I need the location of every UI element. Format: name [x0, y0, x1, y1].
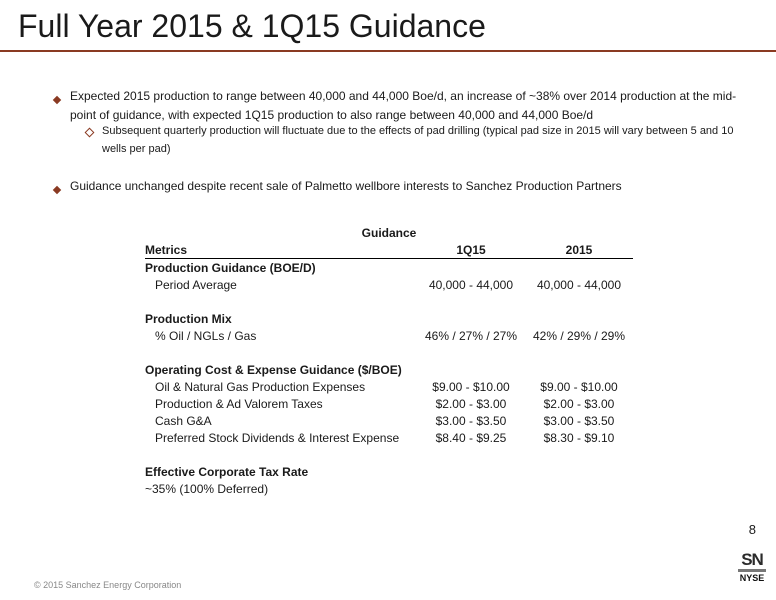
row-label: Period Average — [155, 277, 237, 292]
bullet-diamond-icon — [53, 96, 61, 104]
row-label: Production & Ad Valorem Taxes — [155, 396, 323, 411]
table-caption: Guidance — [361, 225, 417, 240]
row-value-1q15: 40,000 - 44,000 — [428, 277, 514, 292]
col-header-1q15: 1Q15 — [417, 241, 525, 259]
table-row — [145, 480, 633, 497]
table-row — [145, 395, 633, 412]
table-header-row — [145, 241, 633, 259]
row-value-1q15: $2.00 - $3.00 — [435, 396, 507, 411]
logo-bar — [738, 569, 766, 572]
footer-copyright: © 2015 Sanchez Energy Corporation — [34, 580, 182, 590]
row-value-2015: $3.00 - $3.50 — [543, 413, 615, 428]
table-row — [145, 276, 633, 293]
row-label: Cash G&A — [155, 413, 212, 428]
row-value-1q15: $3.00 - $3.50 — [435, 413, 507, 428]
section-header-row — [145, 310, 633, 327]
page-number: 8 — [748, 522, 756, 537]
bullet-production: Expected 2015 production to range between 40,000 and 44,000 Boe/d, an increase of ~38% over 2014 production at the mid-point of guidance, with expected 1Q15 production to also range between 40,000 and 44,000 Boe/d — [70, 89, 737, 122]
section-header-row — [145, 463, 633, 480]
section-header-row — [145, 259, 633, 277]
section-production-guidance: Production Guidance (BOE/D) — [145, 260, 316, 275]
row-value-2015: $9.00 - $10.00 — [540, 379, 618, 394]
row-value-2015: 40,000 - 44,000 — [536, 277, 622, 292]
slide-title: Full Year 2015 & 1Q15 Guidance — [18, 8, 486, 44]
section-tax-rate: Effective Corporate Tax Rate — [145, 464, 309, 479]
bullet-diamond-icon — [53, 186, 61, 194]
table-row — [145, 378, 633, 395]
row-value-2015: $8.30 - $9.10 — [543, 430, 615, 445]
nyse-logo — [738, 552, 766, 583]
guidance-table — [145, 224, 633, 497]
section-operating-cost: Operating Cost & Expense Guidance ($/BOE) — [145, 362, 402, 377]
logo-top-text: SN — [741, 550, 763, 569]
bullet-guidance-unchanged: Guidance unchanged despite recent sale of Palmetto wellbore interests to Sanchez Production Partners — [70, 179, 622, 193]
row-value-1q15: $8.40 - $9.25 — [435, 430, 507, 445]
row-value-2015: $2.00 - $3.00 — [543, 396, 615, 411]
table-row — [145, 412, 633, 429]
section-production-mix: Production Mix — [145, 311, 232, 326]
tax-rate-value: ~35% (100% Deferred) — [145, 481, 269, 496]
table-row — [145, 429, 633, 446]
col-header-metrics: Metrics — [145, 241, 417, 259]
row-label: Oil & Natural Gas Production Expenses — [155, 379, 366, 394]
row-value-2015: 42% / 29% / 29% — [532, 328, 626, 343]
row-value-1q15: $9.00 - $10.00 — [432, 379, 510, 394]
row-label: % Oil / NGLs / Gas — [155, 328, 257, 343]
sub-bullet-pad-drilling: Subsequent quarterly production will fluctuate due to the effects of pad drilling (typical pad size in 2015 will vary between 5 and 10 wells per pad) — [102, 125, 734, 155]
row-label: Preferred Stock Dividends & Interest Expense — [155, 430, 400, 445]
section-header-row — [145, 361, 633, 378]
sub-bullet-diamond-icon — [85, 128, 95, 138]
row-value-1q15: 46% / 27% / 27% — [424, 328, 518, 343]
title-divider — [0, 50, 776, 52]
logo-bottom-text: NYSE — [739, 573, 765, 583]
table-row — [145, 327, 633, 344]
col-header-2015: 2015 — [525, 241, 633, 259]
